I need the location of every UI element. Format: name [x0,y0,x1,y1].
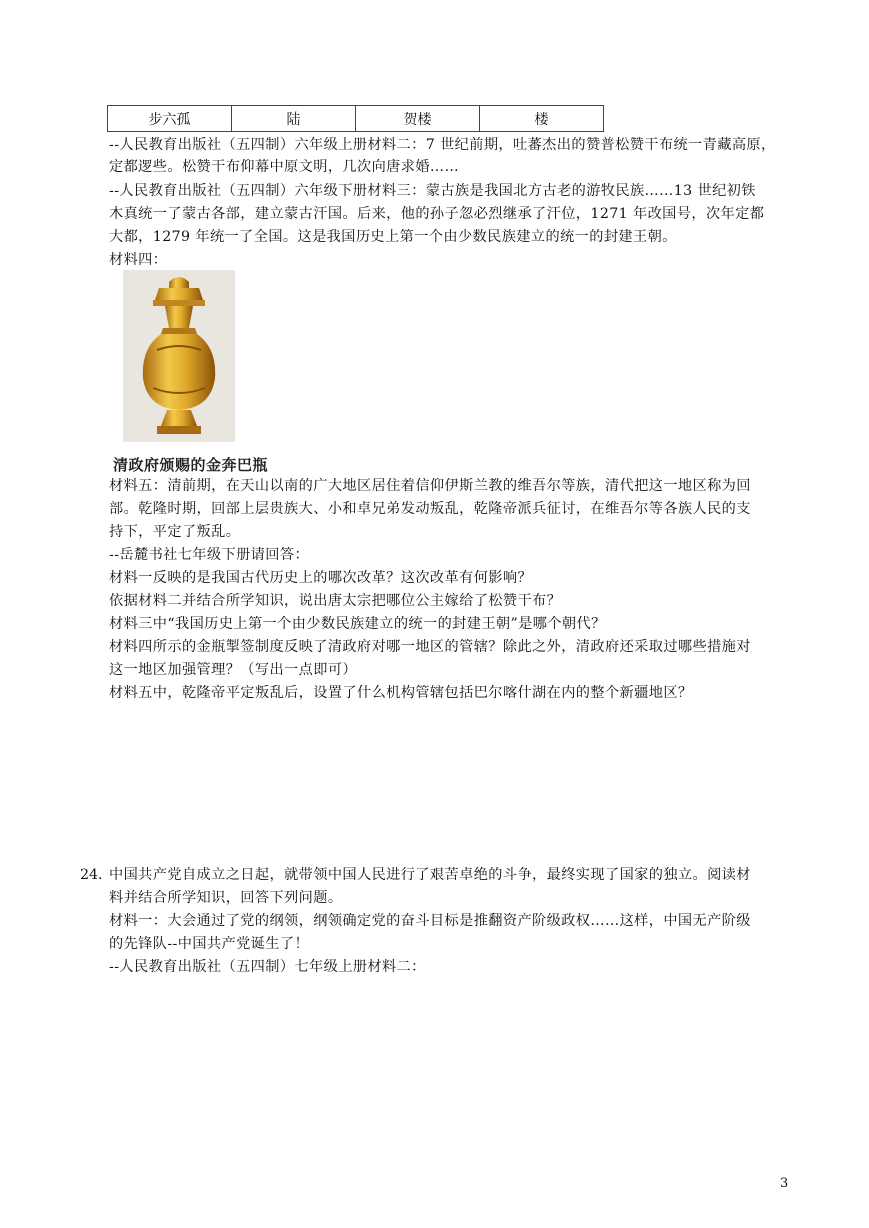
text-line: 材料一反映的是我国古代历史上的哪次改革？这次改革有何影响？ [109,570,533,586]
table-cell: 贺楼 [356,106,480,132]
text-line: 部。乾隆时期，回部上层贵族大、小和卓兄弟发动叛乱，乾隆帝派兵征讨，在维吾尔等各族人民的支 [109,501,751,517]
text-line: 料并结合所学知识，回答下列问题。 [109,890,343,906]
text-line: --人民教育出版社（五四制）六年级下册材料三：蒙古族是我国北方古老的游牧民族……13 世纪初铁 [109,183,756,199]
text-line: 材料四： [109,252,168,268]
text-line: 定都逻些。松赞干布仰幕中原文明，几次向唐求婚…… [109,159,460,175]
text-line: 木真统一了蒙古各部，建立蒙古汗国。后来，他的孙子忽必烈继承了汗位，1271 年改国号，次年定都 [109,206,765,222]
figure-caption: 清政府颁赐的金奔巴瓶 [113,456,269,474]
table-cell: 步六孤 [108,106,232,132]
table-row [108,106,604,132]
text-line: --岳麓书社七年级下册请回答： [109,547,310,563]
golden-vase-image [123,270,235,442]
text-line: 持下，平定了叛乱。 [109,524,241,540]
text-line: 的先锋队--中国共产党诞生了！ [109,936,310,952]
text-line: 材料三中“我国历史上第一个由少数民族建立的统一的封建王朝”是哪个朝代？ [109,616,606,632]
text-line: --人民教育出版社（五四制）七年级上册材料二： [109,959,426,975]
text-line: 大都，1279 年统一了全国。这是我国历史上第一个由少数民族建立的统一的封建王朝。 [109,229,677,245]
table-cell: 陆 [232,106,356,132]
text-line: 中国共产党自成立之日起，就带领中国人民进行了艰苦卓绝的斗争，最终实现了国家的独立。阅读材 [109,867,751,883]
text-line: 材料五：清前期，在天山以南的广大地区居住着信仰伊斯兰教的维吾尔等族，清代把这一地区称为回 [109,478,751,494]
question-number: 24. [80,867,103,883]
text-line: 依据材料二并结合所学知识，说出唐太宗把哪位公主嫁给了松赞干布？ [109,593,562,609]
surname-table [107,105,604,132]
text-line: 材料四所示的金瓶掣签制度反映了清政府对哪一地区的管辖？除此之外，清政府还采取过哪些措施对 [109,639,751,655]
page-number: 3 [780,1176,789,1191]
text-line: 材料一：大会通过了党的纲领，纲领确定党的奋斗目标是推翻资产阶级政权……这样，中国无产阶级 [109,913,751,929]
text-line: 这一地区加强管理？（写出一点即可） [109,662,357,678]
table-cell: 楼 [480,106,604,132]
text-line: 材料五中，乾隆帝平定叛乱后，设置了什么机构管辖包括巴尔喀什湖在内的整个新疆地区？ [109,685,693,701]
text-line: --人民教育出版社（五四制）六年级上册材料二：7 世纪前期，吐蕃杰出的赞普松赞干布统一青藏高原， [109,137,776,153]
